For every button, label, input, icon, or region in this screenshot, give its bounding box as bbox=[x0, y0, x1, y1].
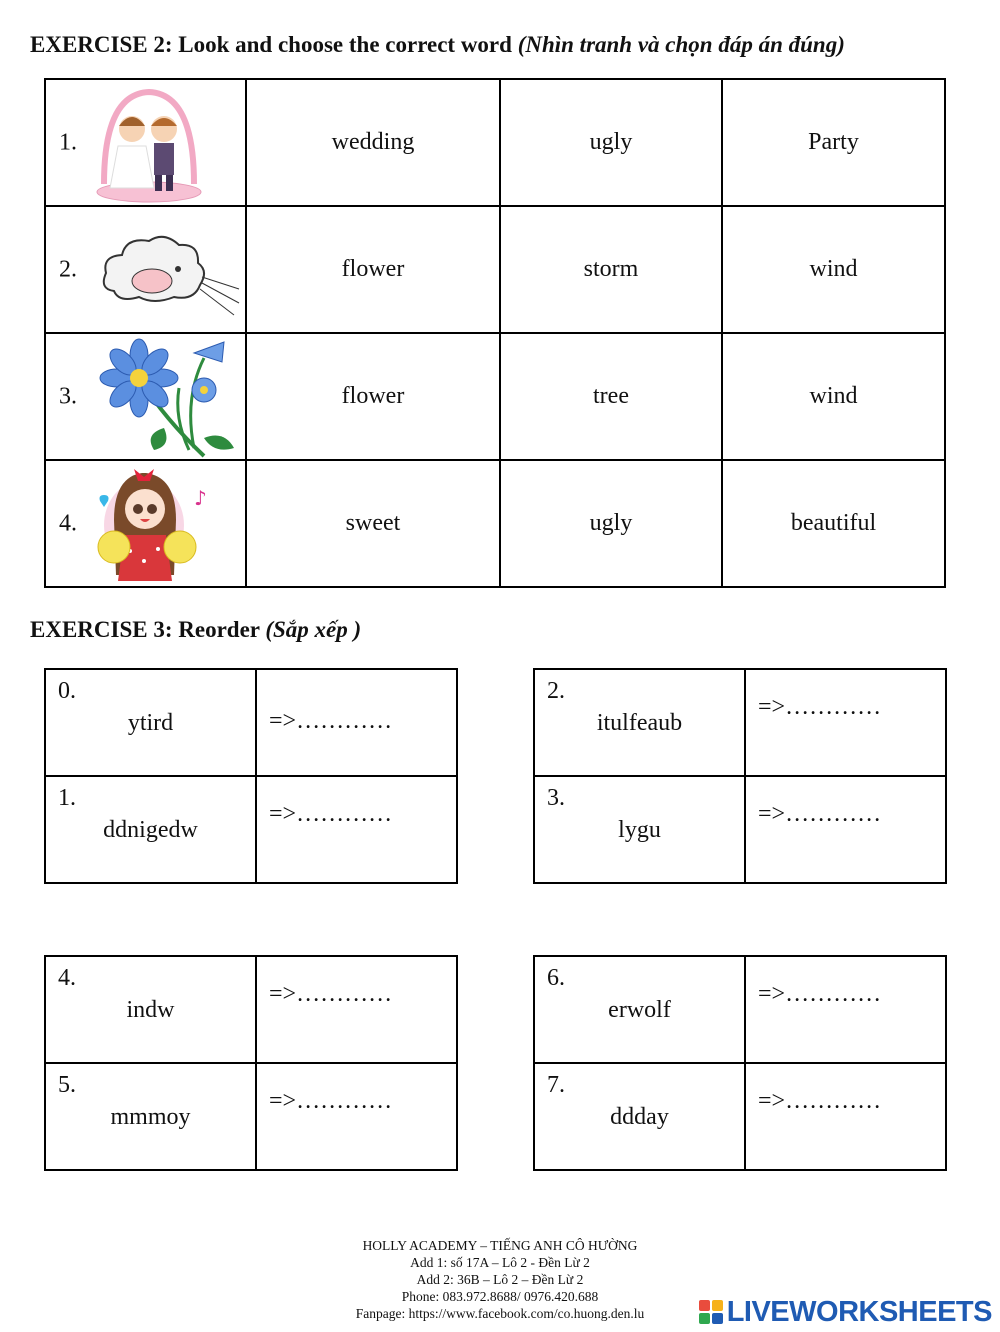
item-index: 1. bbox=[58, 785, 76, 811]
scrambled-word: ytird bbox=[127, 710, 174, 736]
exercise2-title-vi: (Nhìn tranh và chọn đáp án đúng) bbox=[517, 32, 845, 57]
scrambled-cell bbox=[45, 776, 256, 883]
blowing-cloud-picture bbox=[94, 211, 244, 331]
item-index: 0. bbox=[58, 678, 76, 704]
answer-cell[interactable] bbox=[745, 1063, 946, 1170]
exercise2-title-text: EXERCISE 2: Look and choose the correct word bbox=[30, 32, 512, 57]
picture-cell bbox=[45, 460, 246, 587]
blue-flowers-picture bbox=[94, 338, 244, 460]
footer-line: Phone: 083.972.8688/ 0976.420.688 bbox=[401, 1289, 599, 1304]
exercise3-title bbox=[30, 617, 361, 643]
exercise3-title-vi: (Sắp xếp ) bbox=[265, 617, 362, 642]
option-cell[interactable]: wedding bbox=[246, 79, 500, 206]
row-number: 1. bbox=[59, 129, 77, 155]
brand-name: LIVEWORKSHEETS bbox=[726, 1295, 992, 1328]
svg-text:♪: ♪ bbox=[194, 486, 207, 510]
option-cell[interactable]: flower bbox=[246, 333, 500, 460]
scrambled-word: ddnigedw bbox=[103, 817, 198, 843]
item-index: 2. bbox=[547, 678, 565, 704]
item-index: 6. bbox=[547, 965, 565, 991]
answer-blank[interactable]: =>………… bbox=[758, 1088, 882, 1114]
answer-cell[interactable] bbox=[745, 776, 946, 883]
reorder-row bbox=[534, 1063, 946, 1170]
option-cell[interactable]: wind bbox=[722, 333, 945, 460]
exercise2-row bbox=[45, 333, 945, 460]
scrambled-cell bbox=[45, 956, 256, 1063]
scrambled-word: indw bbox=[126, 997, 175, 1023]
option-cell[interactable]: ugly bbox=[500, 460, 722, 587]
answer-cell[interactable] bbox=[256, 956, 457, 1063]
option-cell[interactable]: sweet bbox=[246, 460, 500, 587]
answer-cell[interactable] bbox=[256, 776, 457, 883]
answer-blank[interactable]: =>………… bbox=[269, 1088, 393, 1114]
liveworksheets-logo bbox=[699, 1295, 992, 1329]
scrambled-word: mmmoy bbox=[110, 1104, 191, 1130]
answer-blank[interactable]: =>………… bbox=[269, 981, 393, 1007]
reorder-table bbox=[533, 955, 947, 1171]
exercise2-row bbox=[45, 460, 945, 587]
row-number: 2. bbox=[59, 256, 77, 282]
row-number: 4. bbox=[59, 510, 77, 536]
picture-cell bbox=[45, 206, 246, 333]
reorder-row bbox=[534, 776, 946, 883]
answer-cell[interactable] bbox=[256, 1063, 457, 1170]
option-cell[interactable]: Party bbox=[722, 79, 945, 206]
answer-blank[interactable]: =>………… bbox=[758, 981, 882, 1007]
row-number: 3. bbox=[59, 383, 77, 409]
scrambled-cell bbox=[45, 669, 256, 776]
reorder-row bbox=[45, 956, 457, 1063]
reorder-row bbox=[45, 669, 457, 776]
reorder-row bbox=[534, 669, 946, 776]
reorder-row bbox=[534, 956, 946, 1063]
scrambled-cell bbox=[534, 956, 745, 1063]
item-index: 3. bbox=[547, 785, 565, 811]
scrambled-cell bbox=[534, 669, 745, 776]
item-index: 7. bbox=[547, 1072, 565, 1098]
scrambled-word: erwolf bbox=[608, 997, 671, 1023]
item-index: 5. bbox=[58, 1072, 76, 1098]
answer-blank[interactable]: =>………… bbox=[758, 694, 882, 720]
footer-line: HOLLY ACADEMY – TIẾNG ANH CÔ HƯỜNG bbox=[362, 1238, 638, 1253]
exercise3-title-text: EXERCISE 3: Reorder bbox=[30, 617, 260, 642]
logo-icon bbox=[699, 1300, 723, 1324]
picture-cell bbox=[45, 333, 246, 460]
scrambled-cell bbox=[534, 1063, 745, 1170]
picture-cell bbox=[45, 79, 246, 206]
wedding-couple-picture bbox=[94, 84, 204, 204]
footer-line: Add 2: 36B – Lô 2 – Đền Lừ 2 bbox=[416, 1272, 584, 1287]
item-index: 4. bbox=[58, 965, 76, 991]
answer-cell[interactable] bbox=[745, 669, 946, 776]
reorder-row bbox=[45, 1063, 457, 1170]
option-cell[interactable]: tree bbox=[500, 333, 722, 460]
exercise2-row bbox=[45, 79, 945, 206]
scrambled-cell bbox=[534, 776, 745, 883]
footer-line[interactable]: Fanpage: https://www.facebook.com/co.huong.den.lu bbox=[355, 1306, 645, 1321]
cheerleader-girl-picture bbox=[94, 465, 244, 587]
answer-blank[interactable]: =>………… bbox=[269, 708, 393, 734]
option-cell[interactable]: wind bbox=[722, 206, 945, 333]
reorder-table bbox=[533, 668, 947, 884]
reorder-table bbox=[44, 955, 458, 1171]
exercise2-table bbox=[44, 78, 946, 588]
option-cell[interactable]: ugly bbox=[500, 79, 722, 206]
scrambled-word: itulfeaub bbox=[596, 710, 683, 736]
option-cell[interactable]: beautiful bbox=[722, 460, 945, 587]
exercise2-row bbox=[45, 206, 945, 333]
answer-blank[interactable]: =>………… bbox=[758, 801, 882, 827]
option-cell[interactable]: storm bbox=[500, 206, 722, 333]
footer-line: Add 1: số 17A – Lô 2 - Đền Lừ 2 bbox=[410, 1255, 590, 1270]
scrambled-cell bbox=[45, 1063, 256, 1170]
scrambled-word: lygu bbox=[618, 817, 661, 843]
exercise2-title bbox=[30, 32, 845, 58]
answer-blank[interactable]: =>………… bbox=[269, 801, 393, 827]
reorder-table bbox=[44, 668, 458, 884]
scrambled-word: ddday bbox=[610, 1104, 669, 1130]
reorder-row bbox=[45, 776, 457, 883]
option-cell[interactable]: flower bbox=[246, 206, 500, 333]
answer-cell[interactable] bbox=[745, 956, 946, 1063]
answer-cell[interactable] bbox=[256, 669, 457, 776]
